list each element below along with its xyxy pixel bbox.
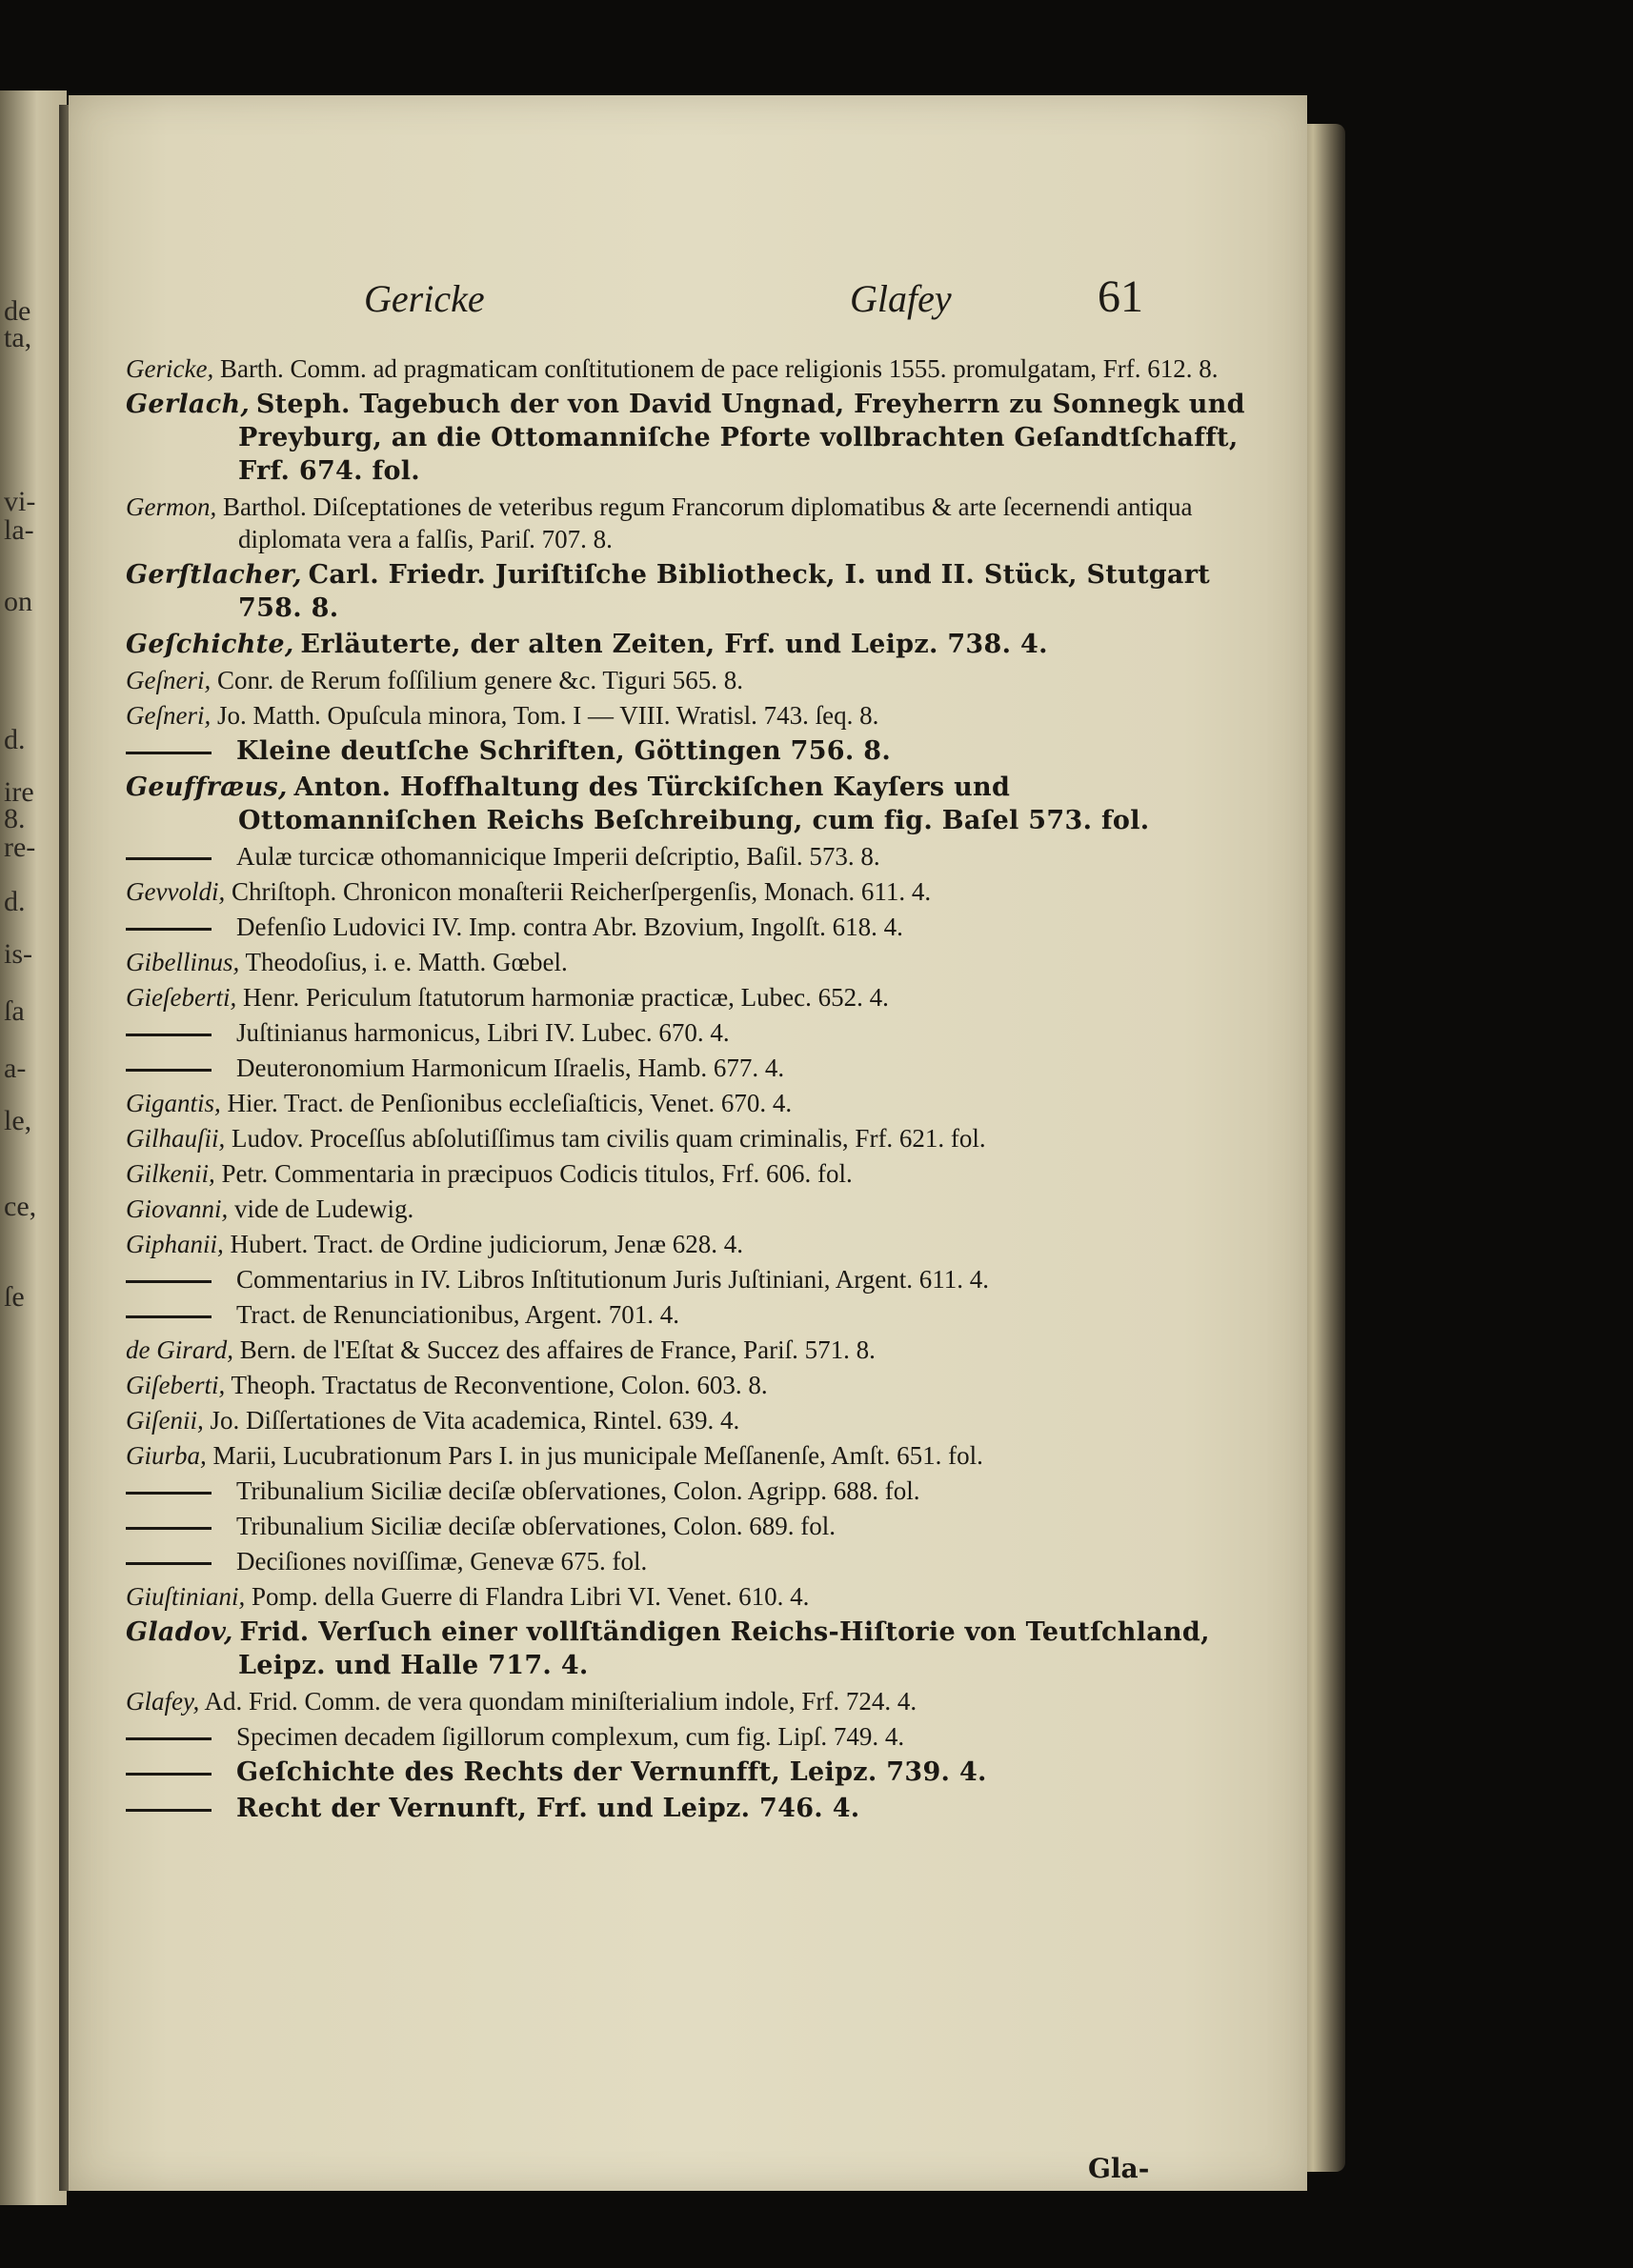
entry-text: Bern. de l'Eſtat & Succez des affaires de France, Pariſ. 571. 8.	[239, 1335, 876, 1364]
bibliography-entry	[126, 1439, 1255, 1472]
bibliography-entry	[126, 1193, 1255, 1225]
bibliography-entry	[126, 388, 1255, 488]
sub-entry	[126, 1016, 1255, 1049]
bibliography-entry	[126, 771, 1255, 837]
bibliography-entry	[126, 946, 1255, 978]
entry-author: Giovanni,	[126, 1194, 229, 1223]
entry-text: Henr. Periculum ſtatutorum harmoniæ practicæ, Lubec. 652. 4.	[242, 983, 889, 1012]
entry-text: Carl. Friedr. Juriſtiſche Bibliotheck, I. und II. Stück, Stutgart 758. 8.	[238, 560, 1211, 623]
book-page	[69, 95, 1307, 2191]
previous-page-fragment: la-	[4, 514, 34, 546]
entry-text: Frid. Verſuch einer vollſtändigen Reichs-Hiſtorie von Teutſchland, Leipz. und Halle 717. 4.	[238, 1617, 1210, 1680]
entry-text: Chriſtoph. Chronicon monaſterii Reicherſpergenſis, Monach. 611. 4.	[231, 877, 932, 906]
previous-page-fragment: 8.	[4, 803, 26, 834]
bibliography-entry	[126, 1369, 1255, 1401]
entry-text: Conr. de Rerum foſſilium genere &c. Tiguri 565. 8.	[216, 666, 743, 694]
previous-page-fragment: is-	[4, 938, 32, 970]
entry-author: Geſneri,	[126, 666, 212, 694]
running-head-center: Glafey	[850, 277, 952, 320]
running-head-left: Gericke	[364, 277, 485, 320]
bibliography-entry	[126, 981, 1255, 1014]
entry-text: Barth. Comm. ad pragmaticam conſtitutionem de pace religionis 1555. promulgatam, Frf. 612. 8.	[219, 354, 1219, 383]
bibliography-entry	[126, 1685, 1255, 1717]
previous-page	[0, 90, 67, 2205]
entry-text: Steph. Tagebuch der von David Ungnad, Freyherrn zu Sonnegk und Preyburg, an die Ottomanniſche Pforte vollbrachten Geſandtſchafft, Frf. 674. fol.	[238, 390, 1245, 486]
bibliography-entry	[126, 352, 1255, 385]
ditto-dash	[126, 752, 212, 754]
bibliography-entry	[126, 1580, 1255, 1613]
entry-text: Marii, Lucubrationum Pars I. in jus municipale Meſſanenſe, Amſt. 651. fol.	[212, 1441, 983, 1470]
entry-text: Jo. Matth. Opuſcula minora, Tom. I — VIII. Wratisl. 743. ſeq. 8.	[216, 701, 879, 730]
entry-author: Gilhauſii,	[126, 1124, 226, 1153]
entry-author: Gilkenii,	[126, 1159, 215, 1188]
entry-text: Barthol. Diſceptationes de veteribus regum Francorum diplomatibus & arte ſecernendi antiqua diplomata vera a falſis, Pariſ. 707. 8.	[223, 492, 1193, 553]
entry-text: Anton. Hoffhaltung des Türckiſchen Kayſers und Ottomanniſchen Reichs Beſchreibung, cum fig. Baſel 573. fol.	[238, 773, 1150, 835]
sub-entry	[126, 1545, 1255, 1577]
bibliography-entry	[126, 1122, 1255, 1154]
entry-text: Tribunalium Siciliæ deciſæ obſervationes, Colon. Agripp. 688. fol.	[236, 1476, 920, 1505]
bibliography-entry	[126, 664, 1255, 696]
bibliography-entry	[126, 1087, 1255, 1119]
sub-entry	[126, 911, 1255, 943]
bibliography-entry	[126, 1228, 1255, 1260]
sub-entry	[126, 734, 1255, 768]
catchword: Gla-	[1088, 2153, 1150, 2184]
previous-page-fragment: ſa	[4, 995, 25, 1027]
entry-text: Ludov. Proceſſus abſolutiſſimus tam civilis quam criminalis, Frf. 621. fol.	[232, 1124, 986, 1153]
previous-page-fragment: ta,	[4, 322, 32, 353]
bibliography-entries	[126, 352, 1255, 1828]
running-head	[69, 271, 1307, 333]
entry-author: Gerlach,	[126, 390, 251, 419]
ditto-dash	[126, 1737, 212, 1740]
previous-page-fragment: a-	[4, 1053, 27, 1084]
previous-page-fragment: vi-	[4, 486, 36, 517]
entry-author: Giphanii,	[126, 1230, 224, 1258]
ditto-dash	[126, 1492, 212, 1495]
previous-page-fragment: le,	[4, 1105, 32, 1136]
entry-text: Erläuterte, der alten Zeiten, Frf. und Leipz. 738. 4.	[300, 630, 1048, 659]
sub-entry	[126, 840, 1255, 873]
entry-text: Deciſiones noviſſimæ, Genevæ 675. fol.	[236, 1547, 648, 1576]
ditto-dash	[126, 928, 212, 931]
entry-author: Giuſtiniani,	[126, 1582, 246, 1611]
entry-text: Tribunalium Siciliæ deciſæ obſervationes, Colon. 689. fol.	[236, 1512, 836, 1540]
entry-author: Gerſtlacher,	[126, 560, 302, 590]
ditto-dash	[126, 1809, 212, 1812]
sub-entry	[126, 1298, 1255, 1331]
bibliography-entry	[126, 491, 1255, 555]
previous-page-fragment: d.	[4, 724, 26, 755]
sub-entry	[126, 1756, 1255, 1789]
previous-page-fragment: de	[4, 295, 31, 327]
entry-text: Tract. de Renunciationibus, Argent. 701. 4.	[236, 1300, 679, 1329]
entry-text: Kleine deutſche Schriften, Göttingen 756. 8.	[236, 736, 892, 766]
entry-author: Giſeberti,	[126, 1371, 226, 1399]
entry-author: Giſenii,	[126, 1406, 204, 1435]
bibliography-entry	[126, 558, 1255, 625]
entry-text: Defenſio Ludovici IV. Imp. contra Abr. Bzovium, Ingolſt. 618. 4.	[236, 913, 903, 941]
entry-text: Theoph. Tractatus de Reconventione, Colon. 603. 8.	[231, 1371, 768, 1399]
bibliography-entry	[126, 1404, 1255, 1436]
entry-text: Aulæ turcicæ othomannicique Imperii deſcriptio, Baſil. 573. 8.	[236, 842, 880, 871]
previous-page-fragment: ſe	[4, 1281, 25, 1313]
sub-entry	[126, 1052, 1255, 1084]
entry-text: Hubert. Tract. de Ordine judiciorum, Jenæ 628. 4.	[230, 1230, 743, 1258]
entry-text: Petr. Commentaria in præcipuos Codicis titulos, Frf. 606. fol.	[221, 1159, 853, 1188]
entry-author: Geſchichte,	[126, 630, 294, 659]
entry-author: Gericke,	[126, 354, 214, 383]
entry-author: Gibellinus,	[126, 948, 240, 976]
previous-page-fragment: ce,	[4, 1191, 37, 1222]
entry-text: Specimen decadem ſigillorum complexum, cum fig. Lipſ. 749. 4.	[236, 1722, 905, 1751]
sub-entry	[126, 1720, 1255, 1753]
entry-author: Gieſeberti,	[126, 983, 237, 1012]
bibliography-entry	[126, 875, 1255, 908]
entry-text: Ad. Frid. Comm. de vera quondam miniſterialium indole, Frf. 724. 4.	[204, 1687, 917, 1716]
entry-text: Theodoſius, i. e. Matth. Gœbel.	[245, 948, 568, 976]
sub-entry	[126, 1510, 1255, 1542]
entry-text: Commentarius in IV. Libros Inſtitutionum Juris Juſtiniani, Argent. 611. 4.	[236, 1265, 989, 1294]
bibliography-entry	[126, 628, 1255, 661]
ditto-dash	[126, 1773, 212, 1776]
entry-author: Giurba,	[126, 1441, 207, 1470]
entry-author: Germon,	[126, 492, 217, 521]
previous-page-fragment: d.	[4, 886, 26, 917]
entry-author: Glafey,	[126, 1687, 200, 1716]
entry-text: Recht der Vernunft, Frf. und Leipz. 746. 4.	[236, 1794, 860, 1823]
entry-author: Geſneri,	[126, 701, 212, 730]
entry-author: Gladov,	[126, 1617, 233, 1647]
ditto-dash	[126, 1315, 212, 1318]
entry-text: Deuteronomium Harmonicum Iſraelis, Hamb. 677. 4.	[236, 1054, 785, 1082]
entry-text: Pomp. della Guerre di Flandra Libri VI. Venet. 610. 4.	[252, 1582, 810, 1611]
entry-author: Gigantis,	[126, 1089, 221, 1117]
previous-page-fragment: on	[4, 586, 32, 617]
page-number: 61	[1098, 271, 1143, 322]
entry-text: Hier. Tract. de Penſionibus eccleſiaſticis, Venet. 670. 4.	[227, 1089, 793, 1117]
entry-author: Gevvoldi,	[126, 877, 226, 906]
sub-entry	[126, 1263, 1255, 1295]
entry-text: vide de Ludewig.	[234, 1194, 414, 1223]
ditto-dash	[126, 1527, 212, 1530]
entry-text: Juſtinianus harmonicus, Libri IV. Lubec. 670. 4.	[236, 1018, 730, 1047]
entry-text: Jo. Diſſertationes de Vita academica, Rintel. 639. 4.	[210, 1406, 740, 1435]
ditto-dash	[126, 1034, 212, 1036]
bibliography-entry	[126, 699, 1255, 732]
previous-page-fragment: ire	[4, 776, 34, 808]
ditto-dash	[126, 1562, 212, 1565]
entry-text: Geſchichte des Rechts der Vernunfft, Leipz. 739. 4.	[236, 1757, 987, 1787]
entry-author: de Girard,	[126, 1335, 233, 1364]
entry-author: Geuffræus,	[126, 773, 288, 802]
ditto-dash	[126, 1280, 212, 1283]
bibliography-entry	[126, 1157, 1255, 1190]
bibliography-entry	[126, 1334, 1255, 1366]
sub-entry	[126, 1792, 1255, 1825]
ditto-dash	[126, 857, 212, 860]
ditto-dash	[126, 1069, 212, 1072]
sub-entry	[126, 1475, 1255, 1507]
previous-page-fragment: re-	[4, 832, 36, 863]
bibliography-entry	[126, 1616, 1255, 1682]
